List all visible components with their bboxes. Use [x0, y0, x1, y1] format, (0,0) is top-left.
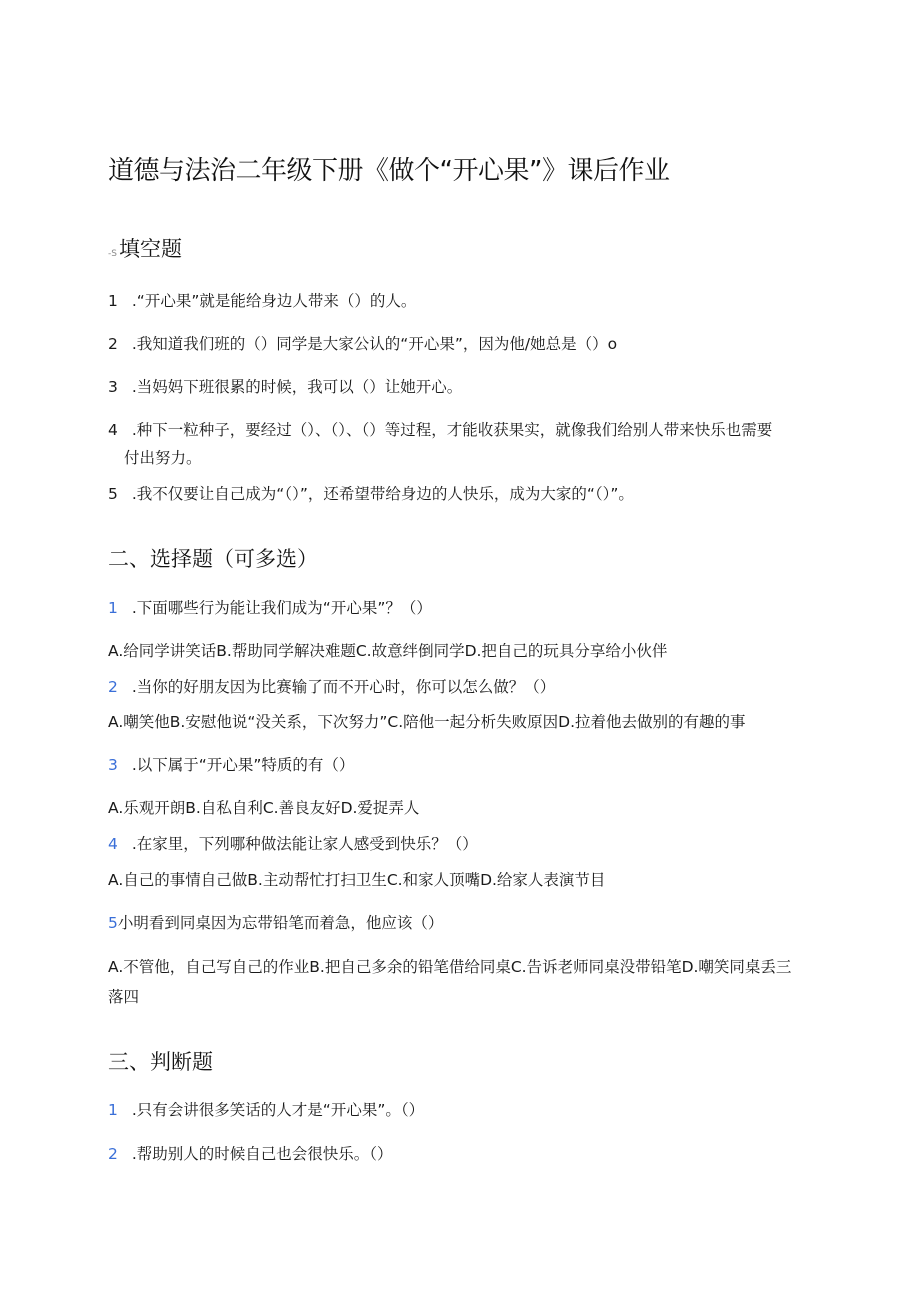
question-number: 4: [108, 421, 118, 439]
question-item: [108, 675, 555, 697]
section-heading-true-false: 三、判断题: [108, 1050, 213, 1074]
question-item: [108, 418, 772, 440]
question-options: A.不管他，自己写自己的作业B.把自己多余的铅笔借给同桌C.告诉老师同桌没带铅笔D.嘲笑同桌丢三: [108, 958, 792, 976]
question-number: 1: [108, 1101, 118, 1119]
question-number: 3: [108, 378, 118, 396]
question-text: .下面哪些行为能让我们成为“开心果”？（）: [131, 599, 432, 617]
question-text: .“开心果”就是能给身边人带来（）的人。: [131, 292, 417, 310]
question-options: A.自己的事情自己做B.主动帮忙打扫卫生C.和家人顶嘴D.给家人表演节目: [108, 871, 606, 889]
question-item: [108, 753, 354, 775]
question-number: 4: [108, 835, 118, 853]
question-item: [108, 1142, 393, 1164]
section-title: 填空题: [118, 237, 182, 261]
section-heading-fill-in: [108, 233, 182, 263]
question-options: A.给同学讲笑话B.帮助同学解决难题C.故意绊倒同学D.把自己的玩具分享给小伙伴: [108, 642, 668, 660]
question-item: [108, 911, 443, 933]
question-text: .以下属于“开心果”特质的有（）: [131, 756, 355, 774]
question-text: .我不仅要让自己成为“（）”，还希望带给身边的人快乐，成为大家的“（）”。: [131, 485, 634, 503]
question-continuation: 付出努力。: [124, 449, 202, 467]
question-item: [108, 482, 634, 504]
question-text: .在家里，下列哪种做法能让家人感受到快乐？（）: [131, 835, 478, 853]
question-item: [108, 375, 462, 397]
question-text: .当妈妈下班很累的时候，我可以（）让她开心。: [131, 378, 463, 396]
question-number: 2: [108, 335, 118, 353]
question-number: 1: [108, 292, 118, 310]
question-options-continuation: 落四: [108, 988, 140, 1006]
question-item: [108, 1098, 424, 1120]
section-heading-choice: 二、选择题（可多选）: [108, 547, 318, 571]
question-item: [108, 332, 617, 354]
question-text: .帮助别人的时候自己也会很快乐。（）: [131, 1145, 393, 1163]
section-mark: -S: [108, 249, 117, 259]
question-number: 1: [108, 599, 118, 617]
question-number: 2: [108, 1145, 118, 1163]
question-options: A.嘲笑他B.安慰他说“没关系，下次努力”C.陪他一起分析失败原因D.拉着他去做别的有趣的事: [108, 713, 746, 731]
question-number: 5: [108, 485, 118, 503]
question-text: .只有会讲很多笑话的人才是“开心果”。（）: [131, 1101, 425, 1119]
question-item: [108, 596, 432, 618]
question-number: 3: [108, 756, 118, 774]
question-text: 小明看到同桌因为忘带铅笔而着急，他应该（）: [117, 914, 444, 932]
question-number: 5: [108, 914, 118, 932]
question-item: [108, 832, 478, 854]
question-text: .当你的好朋友因为比赛输了而不开心时，你可以怎么做？（）: [131, 678, 556, 696]
question-text: .我知道我们班的（）同学是大家公认的“开心果”，因为他/她总是（）o: [131, 335, 618, 353]
question-options: A.乐观开朗B.自私自利C.善良友好D.爱捉弄人: [108, 799, 420, 817]
question-text: .种下一粒种子，要经过（）、（）、（）等过程，才能收获果实，就像我们给别人带来快乐也需要: [131, 421, 773, 439]
question-number: 2: [108, 678, 118, 696]
page-title: 道德与法治二年级下册《做个“开心果”》课后作业: [108, 156, 670, 186]
question-item: [108, 289, 416, 311]
